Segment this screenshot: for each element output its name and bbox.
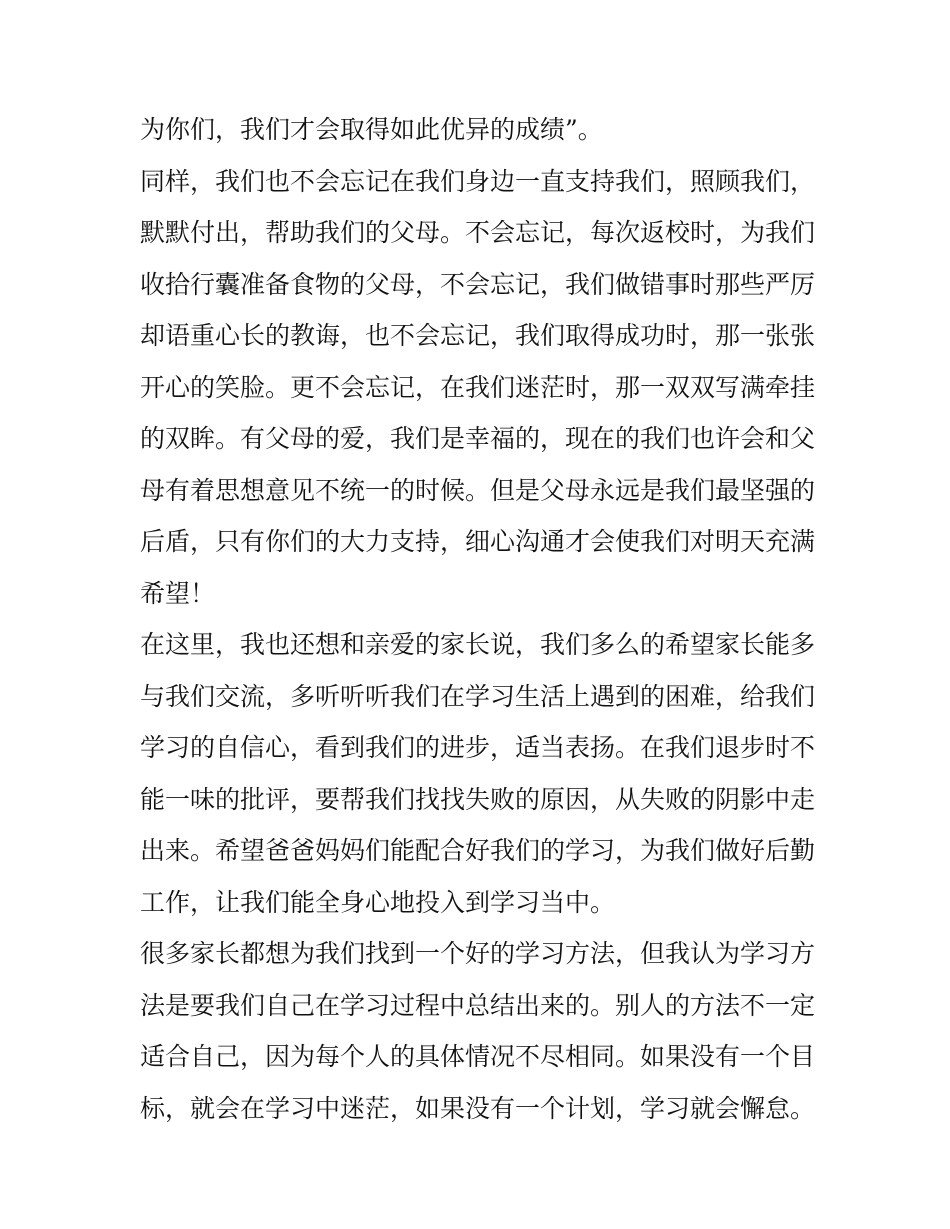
text-line: 出来。希望爸爸妈妈们能配合好我们的学习，为我们做好后勤 (140, 836, 816, 865)
text-line: 与我们交流，多听听听我们在学习生活上遇到的困难，给我们 (140, 681, 816, 711)
text-line: 母有着思想意见不统一的时候。但是父母永远是我们最坚强的 (140, 475, 816, 505)
text-line: 的双眸。有父母的爱，我们是幸福的，现在的我们也许会和父 (140, 424, 816, 453)
text-line: 后盾，只有你们的大力支持，细心沟通才会使我们对明天充满 (140, 527, 816, 556)
text-line: 开心的笑脸。更不会忘记，在我们迷茫时，那一双双写满牵挂 (140, 372, 816, 402)
text-line: 标，就会在学习中迷茫，如果没有一个计划，学习就会懈怠。 (140, 1093, 816, 1123)
text-line: 为你们，我们才会取得如此优异的成绩”。 (140, 115, 603, 144)
text-line: 希望！ (140, 578, 216, 608)
text-line: 很多家长都想为我们找到一个好的学习方法，但我认为学习方 (140, 939, 816, 968)
text-line: 同样，我们也不会忘记在我们身边一直支持我们，照顾我们， (140, 166, 816, 196)
text-line: 法是要我们自己在学习过程中总结出来的。别人的方法不一定 (140, 990, 816, 1020)
text-line: 能一味的批评，要帮我们找找失败的原因，从失败的阴影中走 (140, 784, 816, 814)
text-line: 默默付出，帮助我们的父母。不会忘记，每次返校时，为我们 (140, 218, 816, 247)
body-text (140, 104, 816, 1134)
text-line: 学习的自信心，看到我们的进步，适当表扬。在我们退步时不 (140, 733, 816, 762)
text-line: 适合自己，因为每个人的具体情况不尽相同。如果没有一个目 (140, 1042, 816, 1071)
text-line: 却语重心长的教诲，也不会忘记，我们取得成功时，那一张张 (140, 321, 816, 350)
text-line: 工作，让我们能全身心地投入到学习当中。 (140, 887, 616, 917)
text-line: 在这里，我也还想和亲爱的家长说，我们多么的希望家长能多 (140, 630, 816, 659)
text-line: 收拾行囊准备食物的父母，不会忘记，我们做错事时那些严厉 (140, 269, 816, 299)
